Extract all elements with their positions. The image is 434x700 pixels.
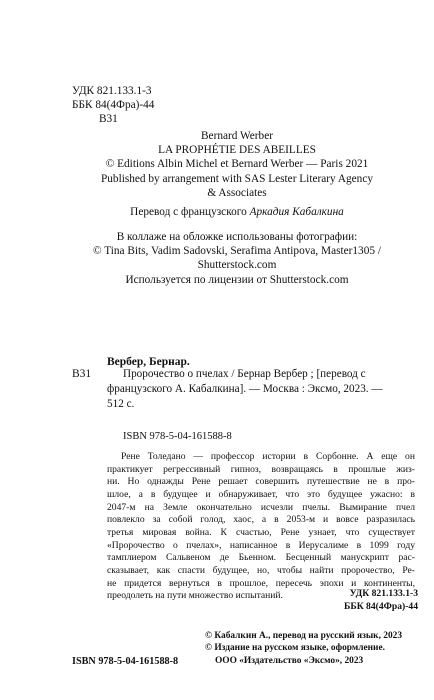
annotation-line: третья мировая война. К счастью, Рене узнает, что существует [107,526,415,538]
translation-prefix: Перевод с французского [130,206,250,218]
catalog-isbn: ISBN 978-5-04-161588-8 [123,431,232,442]
footer-isbn: ISBN 978-5-04-161588-8 [72,656,179,667]
annotation-line: практикует регрессивный гипноз, возвращаясь в прошлые жиз- [107,463,415,475]
translation-credit [62,205,412,219]
original-title: LA PROPHÉTIE DES ABEILLES [158,144,316,157]
rights-line-2: Published by arrangement with SAS Lester Literary Agency [100,172,373,185]
cover-credits-line-2: © Tina Bits, Vadim Sadovski, Serafima Antipova, Master1305 / [93,245,381,258]
rights-line-3: & Associates [207,186,267,199]
copyright-publisher: ООО «Издательство «Эксмо», 2023 [215,655,364,666]
original-edition-info [62,129,412,200]
annotation-line: тамплиером Сальвеном де Бьенном. Бесценный манускрипт рас- [107,552,415,564]
annotation-line: сказывает, как спасти будущее, но, чтобы найти пророчество, Ре- [107,564,415,576]
catalog-line-3: 512 с. [107,398,135,410]
original-author: Bernard Werber [201,130,273,142]
udk-code: УДК 821.133.1-3 [72,85,152,97]
annotation-line: шлое, а в будущее и обнаруживает, что это будущее ужасно: в [107,488,415,500]
udk-code-repeat: УДК 821.133.1-3 [349,588,418,599]
bbk-code-repeat: ББК 84(4Фра)-44 [344,600,418,612]
cover-credits [62,230,412,287]
catalog-line-1: Пророчество о пчелах / Бернар Вербер ; [перевод с [123,368,366,380]
catalog-line-2: французского А. Кабалкина]. — Москва : Эксмо, 2023. — [107,383,383,395]
annotation-line: 2047-м на Земле окончательно исчезли пчелы. Вымирание пчел [107,501,415,513]
annotation-line: преодолеть на пути множество испытаний. [107,590,283,602]
rights-line-1: © Editions Albin Michel et Bernard Werber — Paris 2021 [105,158,369,171]
annotation-line: ни. Но однажды Рене решает совершить путешествие не в про- [107,476,415,488]
copyright-edition: © Издание на русском языке, оформление. [205,643,385,654]
classification-codes-repeat [230,588,418,613]
translator-name: Аркадия Кабалкина [249,206,344,218]
cover-credits-line-1: В коллаже на обложке использованы фотографии: [116,231,358,243]
annotation-line: не придется вернуться в прошлое, пересечь эпохи и континенты, [107,577,415,589]
annotation [107,451,415,603]
bbk-code: ББК 84(4Фра)-44 [72,99,155,111]
annotation-line: «Пророчество о пчелах», написанное в Иерусалиме в 1099 году [107,539,415,551]
catalog-index: В31 [72,368,92,380]
cover-credits-line-3: Shutterstock.com [197,259,277,272]
catalog-description [107,367,415,412]
cover-credits-line-4: Используется по лицензии от Shutterstock.com [125,273,349,286]
catalog-author: Вербер, Бернар. [107,356,190,368]
annotation-line: Рене Толедано — профессор истории в Сорбонне. А еще он [121,451,415,462]
annotation-line: повлекло за собой голод, хаос, а в 2053-м и вовсе разразилась [107,514,415,526]
classification-index: В31 [99,113,118,125]
copyright-translation: © Кабалкин А., перевод на русский язык, 2023 [205,631,403,641]
footer-copyright [205,630,420,667]
